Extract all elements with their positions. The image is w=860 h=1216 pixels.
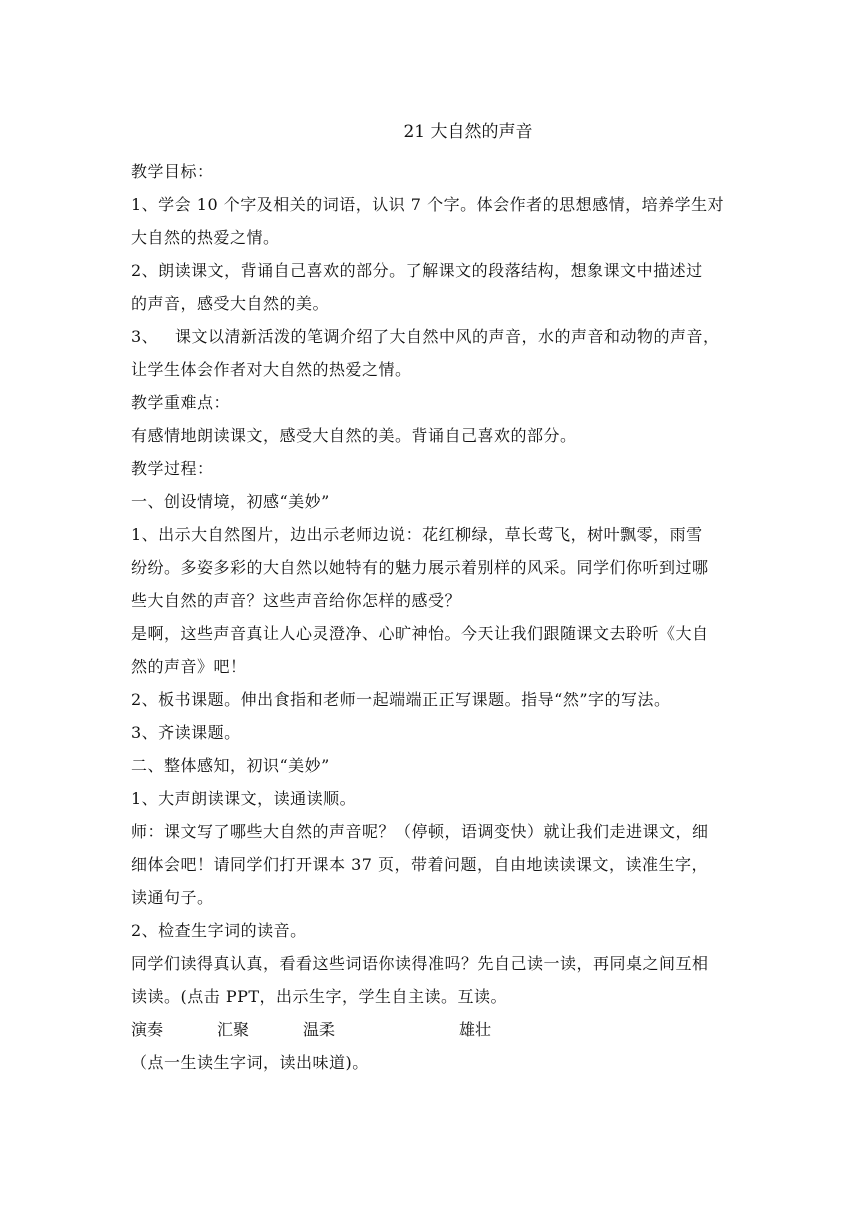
- lesson-body: [131, 155, 731, 1079]
- vocab-row: [131, 1013, 731, 1046]
- text-line: 1、大声朗读课文，读通读顺。: [131, 789, 357, 808]
- text-line: 细体会吧！请同学们打开课本 37 页，带着问题，自由地读读课文，读准生字，: [131, 855, 709, 874]
- vocab-word: 演奏: [131, 1020, 164, 1039]
- text-line: 1、出示大自然图片，边出示老师边说：花红柳绿，草长莺飞，树叶飘零，雨雪: [131, 525, 703, 544]
- text-line: 教学过程：: [131, 459, 214, 478]
- lesson-title: 21 大自然的声音: [403, 122, 533, 142]
- text-line: 教学目标：: [131, 162, 214, 181]
- text-line: 2、检查生字词的读音。: [131, 921, 307, 940]
- text-line: 师：课文写了哪些大自然的声音呢？（停顿，语调变快）就让我们走进课文，细: [131, 822, 709, 841]
- text-line: 一、创设情境，初感“美妙”: [131, 492, 330, 511]
- vocab-word: 温柔: [303, 1020, 336, 1039]
- text-line: 1、学会 10 个字及相关的词语，认识 7 个字。体会作者的思想感情，培养学生对: [131, 195, 725, 214]
- text-line: 纷纷。多姿多彩的大自然以她特有的魅力展示着别样的风采。同学们你听到过哪: [131, 558, 709, 577]
- text-line: 然的声音》吧！: [131, 657, 247, 676]
- text-line: 让学生体会作者对大自然的热爱之情。: [131, 360, 412, 379]
- text-line: 是啊，这些声音真让人心灵澄净、心旷神怡。今天让我们跟随课文去聆听《大自: [131, 624, 709, 643]
- vocab-word: 雄壮: [459, 1020, 492, 1039]
- text-line: （点一生读生字词，读出味道)。: [131, 1053, 369, 1072]
- text-line: 3、 课文以清新活泼的笔调介绍了大自然中风的声音，水的声音和动物的声音，: [131, 327, 720, 346]
- text-line: 同学们读得真认真，看看这些词语你读得准吗？先自己读一读，再同桌之间互相: [131, 954, 709, 973]
- text-line: 二、整体感知，初识“美妙”: [131, 756, 330, 775]
- text-line: 些大自然的声音？这些声音给你怎样的感受？: [131, 591, 462, 610]
- text-line: 有感情地朗读课文，感受大自然的美。背诵自己喜欢的部分。: [131, 426, 577, 445]
- vocab-word: 汇聚: [217, 1020, 250, 1039]
- text-line: 读读。(点击 PPT，出示生字，学生自主读。互读。: [131, 987, 508, 1006]
- text-line: 2、板书课题。伸出食指和老师一起端端正正写课题。指导“然”字的写法。: [131, 690, 671, 709]
- text-line: 的声音，感受大自然的美。: [131, 294, 330, 313]
- text-line: 3、齐读课题。: [131, 723, 241, 742]
- text-line: 教学重难点：: [131, 393, 231, 412]
- text-line: 读通句子。: [131, 888, 214, 907]
- text-line: 大自然的热爱之情。: [131, 228, 280, 247]
- text-line: 2、朗读课文，背诵自己喜欢的部分。了解课文的段落结构，想象课文中描述过: [131, 261, 703, 280]
